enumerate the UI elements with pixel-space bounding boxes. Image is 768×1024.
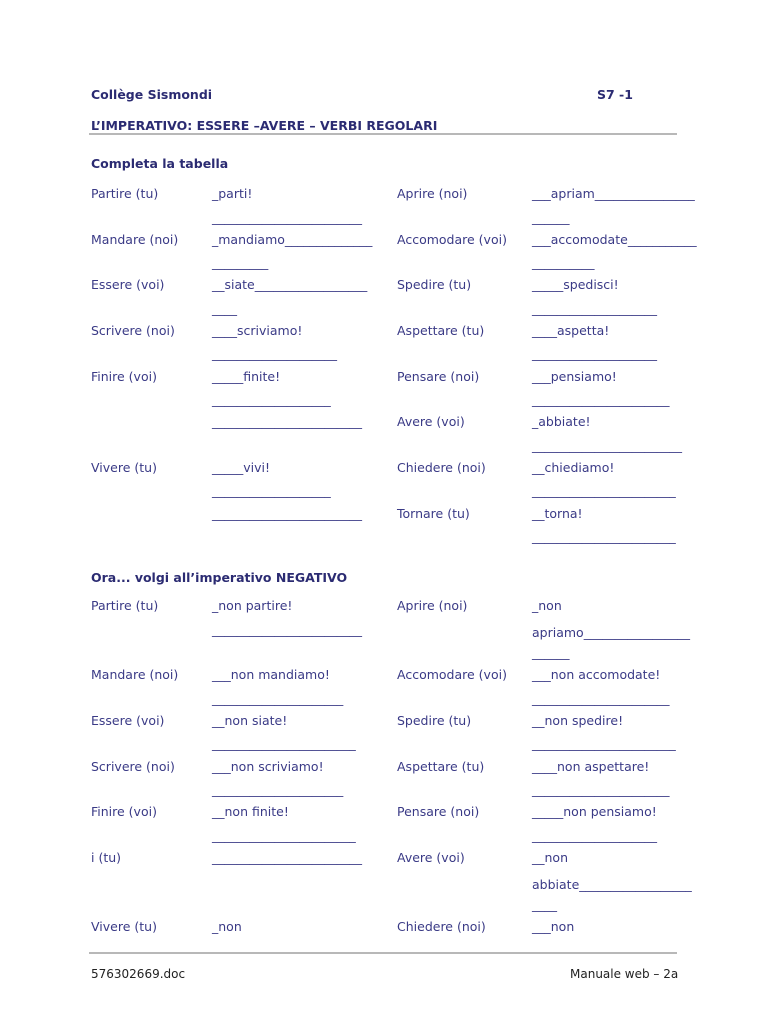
verb-label: Vivere (tu) <box>91 460 157 475</box>
answer-blank: _____________________ <box>212 782 344 797</box>
verb-label: Spedire (tu) <box>397 277 472 292</box>
answer-text: _____spedisci! <box>532 277 619 292</box>
verb-label: Aspettare (tu) <box>397 759 485 774</box>
answer-text: __non finite! <box>212 804 289 819</box>
answer-text: __torna! <box>532 506 583 521</box>
answer-text: _non partire! <box>212 598 293 613</box>
answer-text: apriamo_________________ <box>532 625 690 640</box>
verb-label: Mandare (noi) <box>91 232 179 247</box>
answer-text: ____scriviamo! <box>212 323 303 338</box>
answer-text: ___accomodate___________ <box>532 232 697 247</box>
answer-text: _____finite! <box>212 369 281 384</box>
answer-blank: ____ <box>532 897 557 912</box>
verb-label: Essere (voi) <box>91 713 165 728</box>
answer-text: _____vivi! <box>212 460 271 475</box>
answer-blank: __________ <box>532 255 595 270</box>
verb-label: Accomodare (voi) <box>397 667 507 682</box>
answer-blank: ___________________ <box>212 483 331 498</box>
answer-blank: ______________________ <box>532 392 670 407</box>
answer-text: __chiediamo! <box>532 460 615 475</box>
answer-blank: ________________________ <box>212 622 362 637</box>
document-code: S7 -1 <box>597 87 633 102</box>
verb-label: Finire (voi) <box>91 804 157 819</box>
answer-text: _mandiamo______________ <box>212 232 373 247</box>
answer-blank: ________________________ <box>212 210 362 225</box>
footer-filename: 576302669.doc <box>91 967 186 981</box>
section-title-negativo: Ora... volgi all’imperativo NEGATIVO <box>91 570 348 585</box>
answer-blank: _______________________ <box>212 828 356 843</box>
answer-blank: ______ <box>532 210 570 225</box>
answer-blank: ______________________ <box>532 782 670 797</box>
verb-label: Chiedere (noi) <box>397 919 486 934</box>
answer-blank: _________ <box>212 255 269 270</box>
verb-label: Partire (tu) <box>91 598 159 613</box>
verb-label: Accomodare (voi) <box>397 232 507 247</box>
answer-text: ___non accomodate! <box>532 667 661 682</box>
answer-blank: ____________________ <box>532 828 657 843</box>
answer-text: __siate__________________ <box>212 277 368 292</box>
verb-label: Pensare (noi) <box>397 804 480 819</box>
answer-text: _abbiate! <box>532 414 591 429</box>
verb-label: Aprire (noi) <box>397 186 468 201</box>
verb-label: Essere (voi) <box>91 277 165 292</box>
answer-blank: ____________________ <box>532 346 657 361</box>
footer-manual: Manuale web – 2a <box>570 967 679 981</box>
verb-label: Scrivere (noi) <box>91 323 175 338</box>
answer-text: abbiate__________________ <box>532 877 692 892</box>
school-name: Collège Sismondi <box>91 87 213 102</box>
answer-text: ___non mandiamo! <box>212 667 330 682</box>
answer-text: ____non aspettare! <box>532 759 650 774</box>
verb-label: Pensare (noi) <box>397 369 480 384</box>
answer-blank: ________________________ <box>532 438 682 453</box>
verb-label: Scrivere (noi) <box>91 759 175 774</box>
answer-text: _non <box>212 919 242 934</box>
answer-blank: _____________________ <box>212 691 344 706</box>
answer-text: _parti! <box>212 186 253 201</box>
answer-text: ___non scriviamo! <box>212 759 324 774</box>
answer-blank: ____________________ <box>212 346 337 361</box>
answer-blank: ________________________ <box>212 850 362 865</box>
verb-label: Tornare (tu) <box>397 506 470 521</box>
answer-text: ___apriam________________ <box>532 186 695 201</box>
answer-blank: ______________________ <box>532 691 670 706</box>
answer-blank: _______________________ <box>532 736 676 751</box>
answer-text: ___pensiamo! <box>532 369 617 384</box>
answer-text: ___non <box>532 919 575 934</box>
page-title: L’IMPERATIVO: ESSERE –AVERE – VERBI REGOLARI <box>91 118 438 133</box>
answer-text: __non spedire! <box>532 713 624 728</box>
verb-label: i (tu) <box>91 850 122 865</box>
verb-label: Vivere (tu) <box>91 919 157 934</box>
answer-text: ____aspetta! <box>532 323 610 338</box>
answer-blank: ___________________ <box>212 392 331 407</box>
answer-blank: ____ <box>212 301 237 316</box>
answer-text: __non <box>532 850 568 865</box>
verb-label: Mandare (noi) <box>91 667 179 682</box>
verb-label: Aspettare (tu) <box>397 323 485 338</box>
section-title-completa: Completa la tabella <box>91 156 229 171</box>
answer-text: __non siate! <box>212 713 288 728</box>
answer-text: _non <box>532 598 562 613</box>
answer-blank: _______________________ <box>532 529 676 544</box>
answer-blank: _______________________ <box>212 736 356 751</box>
answer-blank: _______________________ <box>532 483 676 498</box>
verb-label: Finire (voi) <box>91 369 157 384</box>
verb-label: Avere (voi) <box>397 414 465 429</box>
header-divider <box>89 133 677 135</box>
verb-label: Partire (tu) <box>91 186 159 201</box>
answer-blank: ____________________ <box>532 301 657 316</box>
answer-blank: ______ <box>532 645 570 660</box>
footer-divider <box>89 952 677 954</box>
verb-label: Chiedere (noi) <box>397 460 486 475</box>
verb-label: Aprire (noi) <box>397 598 468 613</box>
answer-blank: ________________________ <box>212 506 362 521</box>
verb-label: Spedire (tu) <box>397 713 472 728</box>
verb-label: Avere (voi) <box>397 850 465 865</box>
answer-blank: ________________________ <box>212 414 362 429</box>
answer-text: _____non pensiamo! <box>532 804 657 819</box>
